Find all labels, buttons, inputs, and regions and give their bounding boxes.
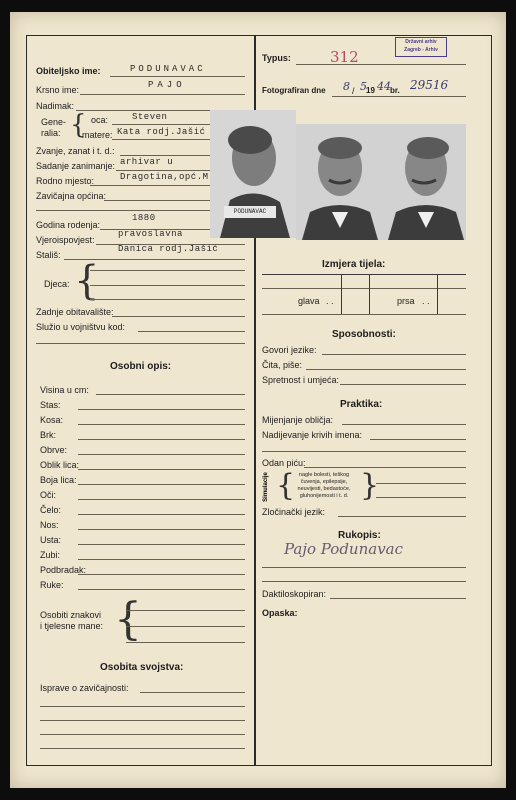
criminal-language-label: Zločinački jezik: <box>262 507 326 517</box>
last-residence-line <box>112 316 245 317</box>
birth-year-value: 1880 <box>132 213 156 223</box>
children-line-1 <box>90 270 245 271</box>
military-line <box>138 331 245 332</box>
languages-label: Govori jezike: <box>262 345 317 355</box>
children-line-2 <box>90 285 245 286</box>
description-item-line <box>78 589 245 590</box>
marks-brace: { <box>114 594 142 645</box>
description-item-label: Čelo: <box>40 505 62 515</box>
current-job-value: arhivar u <box>120 157 174 167</box>
marks-label-1: Osobiti znakovi <box>40 610 102 620</box>
mother-label: matere: <box>82 130 113 140</box>
fingerprinted-line <box>330 598 466 599</box>
head-dots: . . <box>326 296 334 306</box>
profile-photo <box>210 110 296 238</box>
first-name-label: Krsno ime: <box>36 85 80 95</box>
simulations-line-1 <box>376 483 466 484</box>
disguise-label: Mijenjanje obličja: <box>262 415 334 425</box>
current-job-label: Sadanje zanimanje: <box>36 161 116 171</box>
skills-label: Spretnost i umjeća: <box>262 375 340 385</box>
documents-line-3 <box>40 720 245 721</box>
measurements-col-1 <box>341 274 342 314</box>
stamp-line-1: Državni arhiv <box>405 39 437 45</box>
typus-label: Typus: <box>262 53 291 63</box>
description-item-label: Kosa: <box>40 415 64 425</box>
documents-line-1 <box>140 692 245 693</box>
description-item-label: Stas: <box>40 400 61 410</box>
religion-label: Vjeroispovjest: <box>36 235 95 245</box>
last-residence-label: Zadnje obitavalište: <box>36 307 114 317</box>
simulations-text: nagle bolesti, teškog čuvenja, epilepsije, neuvijesti, bedastoće, gluhonijemosti i t. d. <box>297 472 351 499</box>
photographed-label: Fotografiran dne <box>262 86 326 95</box>
description-item-line <box>78 424 245 425</box>
marks-line-2 <box>126 626 245 627</box>
archive-stamp <box>395 37 447 57</box>
front-photo <box>296 124 384 240</box>
simulations-vertical-label-wrap <box>263 470 273 506</box>
description-item-line <box>78 574 245 575</box>
simulations-line-2 <box>376 497 466 498</box>
description-item-line <box>78 544 245 545</box>
aliases-label: Nadijevanje krivih imena: <box>262 430 363 440</box>
description-item-line <box>78 529 245 530</box>
photo-year-label: 19 <box>366 86 375 95</box>
military-extra-line <box>36 343 245 344</box>
measurements-bottom-line <box>262 314 466 315</box>
description-item-line <box>78 454 245 455</box>
occupation-label: Zvanje, zanat i t. d.: <box>36 146 115 156</box>
first-name-value: PAJO <box>148 80 186 90</box>
description-item-line <box>78 499 245 500</box>
special-features-title: Osobita svojstva: <box>100 662 184 673</box>
languages-line <box>322 354 466 355</box>
handwriting-line-1 <box>262 567 466 568</box>
body-measurements-title: Izmjera tijela: <box>322 259 386 270</box>
number-label: br. <box>390 86 400 95</box>
surname-line <box>110 76 245 77</box>
simulations-brace-right: } <box>360 468 380 503</box>
father-label: oca: <box>91 115 109 125</box>
disguise-line <box>342 424 466 425</box>
measurements-row-line <box>262 288 466 289</box>
nickname-label: Nadimak: <box>36 101 75 111</box>
stamp-line-2: Zagreb - Arhiv <box>404 47 438 53</box>
marks-line-3 <box>126 642 245 643</box>
description-item-line <box>96 394 245 395</box>
photo-year: 44 <box>377 80 391 93</box>
documents-label: Isprave o zavičajnosti: <box>40 683 129 693</box>
personal-description-title: Osobni opis: <box>110 361 172 372</box>
typus-value: 312 <box>330 48 359 66</box>
description-item-label: Zubi: <box>40 550 61 560</box>
typus-line <box>296 64 466 65</box>
generalia-label-2: ralia: <box>41 128 61 138</box>
birthplace-label: Rodno mjesto: <box>36 176 95 186</box>
description-item-label: Obrve: <box>40 445 68 455</box>
aliases-line <box>370 439 466 440</box>
chest-label: prsa <box>397 296 415 306</box>
generalia-label-1: Gene- <box>41 117 67 127</box>
remark-label: Opaska: <box>262 608 298 618</box>
generalia-brace: { <box>70 110 87 140</box>
criminal-language-line <box>338 516 466 517</box>
drinking-label: Odan piću: <box>262 458 306 468</box>
description-item-label: Oblik lica: <box>40 460 80 470</box>
description-item-line <box>78 409 245 410</box>
description-item-label: Usta: <box>40 535 62 545</box>
description-item-label: Ruke: <box>40 580 64 590</box>
reads-writes-line <box>306 369 466 370</box>
handwriting-title: Rukopis: <box>338 530 381 541</box>
first-name-line <box>80 94 245 95</box>
abilities-title: Sposobnosti: <box>332 329 396 340</box>
description-item-label: Oči: <box>40 490 57 500</box>
measurements-table <box>262 274 466 315</box>
religion-value: pravoslavna <box>118 229 183 239</box>
description-item-line <box>78 514 245 515</box>
description-item-line <box>78 559 245 560</box>
children-line-3 <box>90 299 245 300</box>
number-value: 29516 <box>410 78 449 92</box>
documents-line-4 <box>40 734 245 735</box>
marks-line-1 <box>126 610 245 611</box>
mother-value: Kata rodj.Jašić <box>117 127 206 137</box>
photo-day: 8 <box>343 80 350 93</box>
reads-writes-label: Čita, piše: <box>262 360 303 370</box>
description-item-label: Visina u cm: <box>40 385 89 395</box>
marks-label-2: i tjelesne mane: <box>40 621 104 631</box>
aliases-extra-line <box>262 451 466 452</box>
chest-dots: . . <box>422 296 430 306</box>
signature: Pajo Podunavac <box>284 540 404 558</box>
children-brace: { <box>74 258 100 304</box>
surname-label: Obiteljsko ime: <box>36 66 101 76</box>
surname-value: PODUNAVAC <box>130 64 206 74</box>
documents-line-2 <box>40 706 245 707</box>
photo-slash: / <box>352 86 355 96</box>
description-item-label: Nos: <box>40 520 59 530</box>
photo-month: 5 <box>360 80 367 93</box>
skills-line <box>340 384 466 385</box>
military-label: Služio u vojništvu kod: <box>36 322 126 332</box>
birthplace-value: Dragotina,opć.M <box>120 172 209 182</box>
measurements-col-2 <box>369 274 370 314</box>
photographed-line <box>332 96 466 97</box>
simulations-label: Simulacije <box>262 472 269 502</box>
home-municipality-label: Zavičajna općina: <box>36 191 107 201</box>
simulations-brace-left: { <box>276 468 296 503</box>
fingerprinted-label: Daktiloskopiran: <box>262 589 327 599</box>
description-item-label: Boja lica: <box>40 475 77 485</box>
photo-caption: PODUNAVAC <box>224 206 276 218</box>
children-label: Djeca: <box>44 279 70 289</box>
marital-value: Danica rodj.Jašić <box>118 244 219 254</box>
description-item-label: Podbradak: <box>40 565 87 575</box>
measurements-col-3 <box>437 274 438 314</box>
practices-title: Praktika: <box>340 399 383 410</box>
description-item-label: Brk: <box>40 430 57 440</box>
handwriting-line-2 <box>262 581 466 582</box>
description-item-line <box>78 439 245 440</box>
head-label: glava <box>298 296 320 306</box>
documents-line-5 <box>40 748 245 749</box>
birth-year-label: Godina rodenja: <box>36 220 101 230</box>
marital-label: Stališ: <box>36 250 61 260</box>
three-quarter-photo <box>384 124 466 240</box>
description-item-line <box>78 484 245 485</box>
description-item-line <box>78 469 245 470</box>
father-value: Steven <box>132 112 168 122</box>
drinking-line <box>304 467 466 468</box>
